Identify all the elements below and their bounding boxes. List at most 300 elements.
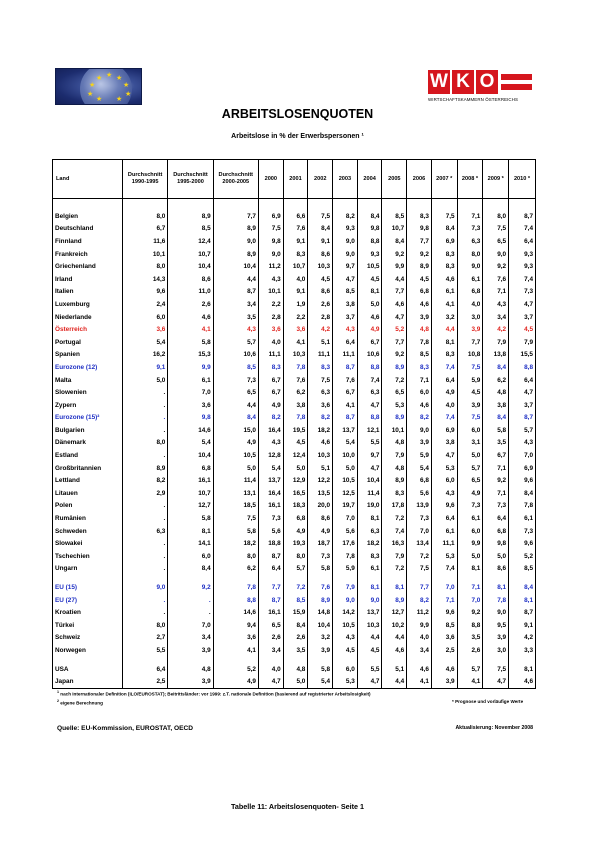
- value-cell: 10,3: [283, 349, 308, 362]
- value-cell: 4,3: [258, 437, 283, 450]
- table-row: [53, 286, 536, 299]
- value-cell: 7,8: [407, 336, 432, 349]
- value-cell: 9,3: [357, 248, 382, 261]
- value-cell: 4,8: [168, 663, 213, 676]
- value-cell: 6,7: [333, 386, 358, 399]
- value-cell: 9,8: [258, 235, 283, 248]
- value-cell: 7,0: [168, 619, 213, 632]
- value-cell: 16,5: [283, 487, 308, 500]
- value-cell: 5,0: [283, 675, 308, 688]
- value-cell: 4,7: [258, 675, 283, 688]
- value-cell: 7,4: [431, 412, 457, 425]
- logo-subtitle: WIRTSCHAFTSKAMMERN ÖSTERREICHS: [428, 97, 519, 102]
- value-cell: 4,5: [333, 644, 358, 657]
- value-cell: 3,8: [431, 437, 457, 450]
- value-cell: 6,4: [123, 663, 168, 676]
- value-cell: 8,1: [509, 594, 536, 607]
- value-cell: 8,5: [333, 286, 358, 299]
- value-cell: 9,9: [457, 537, 483, 550]
- value-cell: 3,2: [431, 311, 457, 324]
- value-cell: 12,7: [168, 500, 213, 513]
- value-cell: 7,7: [382, 286, 407, 299]
- value-cell: 6,4: [431, 512, 457, 525]
- value-cell: 19,5: [283, 424, 308, 437]
- value-cell: 4,5: [308, 273, 333, 286]
- country-cell: Lettland: [53, 474, 123, 487]
- value-cell: 9,0: [213, 235, 258, 248]
- value-cell: 4,4: [213, 399, 258, 412]
- value-cell: 8,4: [283, 619, 308, 632]
- value-cell: 10,2: [382, 619, 407, 632]
- country-cell: Niederlande: [53, 311, 123, 324]
- value-cell: 8,0: [213, 550, 258, 563]
- value-cell: 4,1: [333, 399, 358, 412]
- table-row: [53, 273, 536, 286]
- value-cell: 3,4: [407, 644, 432, 657]
- value-cell: 4,7: [382, 311, 407, 324]
- value-cell: 3,9: [407, 311, 432, 324]
- value-cell: 10,1: [382, 424, 407, 437]
- value-cell: 8,6: [483, 563, 509, 576]
- value-cell: 6,3: [457, 235, 483, 248]
- value-cell: 11,1: [333, 349, 358, 362]
- value-cell: 8,4: [308, 223, 333, 236]
- value-cell: 5,0: [213, 462, 258, 475]
- value-cell: 8,4: [168, 563, 213, 576]
- value-cell: 4,1: [407, 675, 432, 688]
- value-cell: 8,2: [123, 474, 168, 487]
- value-cell: 5,7: [213, 336, 258, 349]
- table-row: [53, 260, 536, 273]
- value-cell: 10,8: [457, 349, 483, 362]
- value-cell: 8,2: [308, 412, 333, 425]
- value-cell: 8,1: [431, 336, 457, 349]
- value-cell: 6,3: [308, 386, 333, 399]
- value-cell: 9,2: [483, 474, 509, 487]
- value-cell: 6,4: [333, 336, 358, 349]
- value-cell: 4,0: [258, 663, 283, 676]
- value-cell: 15,0: [213, 424, 258, 437]
- footnote-2: [57, 699, 103, 706]
- value-cell: 7,5: [431, 210, 457, 223]
- value-cell: 6,3: [123, 525, 168, 538]
- value-cell: 3,7: [333, 311, 358, 324]
- spacer-cell: [382, 199, 407, 211]
- column-header: 2002: [308, 160, 333, 199]
- value-cell: 6,3: [357, 525, 382, 538]
- value-cell: 5,8: [308, 663, 333, 676]
- value-cell: 13,7: [357, 606, 382, 619]
- country-cell: Rumänien: [53, 512, 123, 525]
- value-cell: 9,2: [382, 248, 407, 261]
- value-cell: 4,3: [258, 273, 283, 286]
- value-cell: 9,8: [407, 223, 432, 236]
- value-cell: 10,3: [308, 449, 333, 462]
- star-icon: ★: [125, 90, 132, 98]
- value-cell: 4,6: [407, 663, 432, 676]
- value-cell: 7,6: [483, 273, 509, 286]
- value-cell: 3,4: [168, 632, 213, 645]
- value-cell: 3,0: [457, 311, 483, 324]
- update-note: Aktualisierung: November 2008: [455, 725, 533, 731]
- value-cell: 7,0: [457, 594, 483, 607]
- value-cell: 7,9: [382, 550, 407, 563]
- value-cell: .: [168, 606, 213, 619]
- value-cell: 4,7: [509, 386, 536, 399]
- value-cell: 7,7: [407, 581, 432, 594]
- value-cell: 7,1: [407, 374, 432, 387]
- value-cell: 6,4: [509, 235, 536, 248]
- value-cell: 12,8: [258, 449, 283, 462]
- value-cell: 6,2: [283, 386, 308, 399]
- value-cell: 7,4: [431, 361, 457, 374]
- value-cell: 6,5: [483, 235, 509, 248]
- value-cell: 6,0: [333, 663, 358, 676]
- value-cell: 9,1: [123, 361, 168, 374]
- value-cell: 16,3: [382, 537, 407, 550]
- value-cell: 8,1: [357, 581, 382, 594]
- value-cell: 4,8: [382, 462, 407, 475]
- value-cell: 7,9: [483, 336, 509, 349]
- value-cell: 8,9: [407, 260, 432, 273]
- value-cell: 10,3: [308, 260, 333, 273]
- value-cell: 8,0: [483, 210, 509, 223]
- value-cell: 4,9: [357, 323, 382, 336]
- value-cell: 16,4: [258, 487, 283, 500]
- table-row: [53, 537, 536, 550]
- value-cell: 9,2: [382, 349, 407, 362]
- value-cell: 7,3: [457, 500, 483, 513]
- value-cell: 8,8: [357, 361, 382, 374]
- value-cell: 13,9: [407, 500, 432, 513]
- value-cell: 7,1: [483, 487, 509, 500]
- value-cell: 7,4: [509, 273, 536, 286]
- value-cell: 6,1: [357, 563, 382, 576]
- value-cell: 2,6: [168, 298, 213, 311]
- value-cell: 19,7: [333, 500, 358, 513]
- value-cell: 4,6: [382, 644, 407, 657]
- value-cell: 5,4: [258, 462, 283, 475]
- value-cell: 9,9: [407, 619, 432, 632]
- value-cell: 5,8: [168, 512, 213, 525]
- country-cell: Luxemburg: [53, 298, 123, 311]
- value-cell: 6,5: [382, 386, 407, 399]
- value-cell: 7,4: [382, 525, 407, 538]
- star-icon: ★: [96, 95, 103, 103]
- value-cell: 4,9: [283, 525, 308, 538]
- value-cell: 7,8: [333, 550, 358, 563]
- value-cell: 8,7: [213, 286, 258, 299]
- value-cell: 9,9: [168, 361, 213, 374]
- country-cell: Schweiz: [53, 632, 123, 645]
- value-cell: 5,0: [123, 374, 168, 387]
- value-cell: 15,9: [283, 606, 308, 619]
- value-cell: 3,9: [457, 323, 483, 336]
- value-cell: 6,2: [483, 374, 509, 387]
- value-cell: 2,7: [123, 632, 168, 645]
- value-cell: 5,0: [283, 462, 308, 475]
- value-cell: 18,2: [213, 537, 258, 550]
- value-cell: 13,1: [213, 487, 258, 500]
- value-cell: 8,1: [509, 663, 536, 676]
- value-cell: 7,2: [407, 550, 432, 563]
- value-cell: 4,3: [333, 323, 358, 336]
- table-row: [53, 594, 536, 607]
- value-cell: 5,1: [382, 663, 407, 676]
- table-row: [53, 606, 536, 619]
- value-cell: 8,6: [308, 248, 333, 261]
- value-cell: 4,5: [407, 273, 432, 286]
- value-cell: 10,7: [283, 260, 308, 273]
- value-cell: 1,9: [283, 298, 308, 311]
- value-cell: 3,5: [483, 437, 509, 450]
- value-cell: 4,8: [382, 437, 407, 450]
- value-cell: 8,2: [407, 412, 432, 425]
- value-cell: 7,3: [509, 525, 536, 538]
- value-cell: 8,6: [308, 286, 333, 299]
- value-cell: 5,0: [483, 550, 509, 563]
- spacer-cell: [213, 199, 258, 211]
- value-cell: 9,8: [483, 537, 509, 550]
- spacer-cell: [457, 199, 483, 211]
- value-cell: .: [123, 449, 168, 462]
- value-cell: 7,6: [283, 223, 308, 236]
- column-header: 2006: [407, 160, 432, 199]
- value-cell: 10,7: [168, 248, 213, 261]
- value-cell: 3,4: [483, 311, 509, 324]
- value-cell: 11,1: [431, 537, 457, 550]
- value-cell: 5,7: [457, 663, 483, 676]
- value-cell: 8,0: [457, 248, 483, 261]
- value-cell: 9,6: [123, 286, 168, 299]
- country-cell: Ungarn: [53, 563, 123, 576]
- value-cell: 9,4: [213, 619, 258, 632]
- value-cell: 2,6: [308, 298, 333, 311]
- value-cell: 8,8: [509, 361, 536, 374]
- spacer-cell: [308, 199, 333, 211]
- table-row: [53, 462, 536, 475]
- value-cell: 7,2: [382, 374, 407, 387]
- value-cell: 8,4: [382, 235, 407, 248]
- value-cell: 5,0: [333, 462, 358, 475]
- value-cell: 8,9: [123, 462, 168, 475]
- value-cell: 9,0: [357, 594, 382, 607]
- value-cell: 4,6: [431, 663, 457, 676]
- value-cell: .: [123, 412, 168, 425]
- value-cell: 7,5: [407, 563, 432, 576]
- value-cell: 11,1: [258, 349, 283, 362]
- value-cell: 8,2: [333, 210, 358, 223]
- logo-letter: K: [452, 70, 474, 94]
- country-cell: Bulgarien: [53, 424, 123, 437]
- value-cell: 8,3: [283, 248, 308, 261]
- value-cell: 8,5: [382, 210, 407, 223]
- value-cell: 8,4: [509, 581, 536, 594]
- value-cell: 9,1: [283, 286, 308, 299]
- value-cell: 7,7: [382, 336, 407, 349]
- value-cell: 8,2: [407, 594, 432, 607]
- value-cell: 11,2: [407, 606, 432, 619]
- value-cell: 6,9: [258, 210, 283, 223]
- value-cell: 8,9: [382, 594, 407, 607]
- value-cell: 5,9: [333, 563, 358, 576]
- value-cell: 11,2: [258, 260, 283, 273]
- country-cell: Irland: [53, 273, 123, 286]
- table-row: [53, 424, 536, 437]
- value-cell: 8,0: [123, 260, 168, 273]
- value-cell: 8,3: [258, 361, 283, 374]
- value-cell: 9,1: [509, 619, 536, 632]
- value-cell: 6,0: [457, 525, 483, 538]
- value-cell: 3,6: [213, 632, 258, 645]
- value-cell: .: [123, 606, 168, 619]
- value-cell: 20,0: [308, 500, 333, 513]
- value-cell: 7,3: [457, 223, 483, 236]
- value-cell: 7,3: [258, 512, 283, 525]
- value-cell: 6,4: [483, 512, 509, 525]
- value-cell: 9,2: [457, 606, 483, 619]
- value-cell: 4,6: [168, 311, 213, 324]
- value-cell: 6,1: [431, 525, 457, 538]
- page-subtitle: Arbeitslose in % der Erwerbspersonen ¹: [231, 133, 364, 140]
- value-cell: 10,0: [333, 449, 358, 462]
- star-icon: ★: [123, 81, 130, 89]
- value-cell: 8,4: [431, 223, 457, 236]
- value-cell: 2,6: [258, 632, 283, 645]
- value-cell: 10,3: [357, 619, 382, 632]
- value-cell: 8,3: [431, 248, 457, 261]
- value-cell: 7,7: [457, 336, 483, 349]
- value-cell: 6,0: [431, 474, 457, 487]
- value-cell: 8,1: [457, 563, 483, 576]
- value-cell: 4,1: [431, 298, 457, 311]
- value-cell: 6,8: [283, 512, 308, 525]
- value-cell: 12,4: [168, 235, 213, 248]
- value-cell: 8,9: [382, 361, 407, 374]
- value-cell: 17,8: [382, 500, 407, 513]
- value-cell: 7,1: [483, 286, 509, 299]
- value-cell: 4,6: [431, 273, 457, 286]
- value-cell: 5,9: [457, 374, 483, 387]
- value-cell: 14,6: [213, 606, 258, 619]
- table-row: [53, 336, 536, 349]
- value-cell: 10,5: [333, 474, 358, 487]
- value-cell: 4,7: [357, 675, 382, 688]
- value-cell: 4,6: [407, 399, 432, 412]
- value-cell: 9,6: [431, 500, 457, 513]
- country-cell: Frankreich: [53, 248, 123, 261]
- value-cell: 8,9: [213, 223, 258, 236]
- value-cell: 5,8: [308, 563, 333, 576]
- country-cell: Portugal: [53, 336, 123, 349]
- value-cell: 4,9: [431, 386, 457, 399]
- value-cell: 10,4: [357, 474, 382, 487]
- value-cell: 5,4: [168, 437, 213, 450]
- country-cell: Deutschland: [53, 223, 123, 236]
- value-cell: 7,5: [308, 210, 333, 223]
- value-cell: 19,0: [357, 500, 382, 513]
- value-cell: 3,7: [509, 311, 536, 324]
- value-cell: 8,8: [357, 412, 382, 425]
- value-cell: 4,7: [483, 675, 509, 688]
- value-cell: 4,1: [168, 323, 213, 336]
- logo-letter: O: [476, 70, 498, 94]
- star-icon: ★: [87, 90, 94, 98]
- value-cell: 12,4: [283, 449, 308, 462]
- country-cell: Slowakei: [53, 537, 123, 550]
- column-header: 2001: [283, 160, 308, 199]
- value-cell: 4,9: [258, 399, 283, 412]
- value-cell: 4,9: [213, 437, 258, 450]
- value-cell: 8,7: [258, 550, 283, 563]
- value-cell: 19,3: [283, 537, 308, 550]
- value-cell: 7,8: [509, 500, 536, 513]
- value-cell: 3,9: [407, 437, 432, 450]
- country-cell: Italien: [53, 286, 123, 299]
- value-cell: 5,2: [213, 663, 258, 676]
- value-cell: 8,4: [213, 412, 258, 425]
- value-cell: 12,5: [333, 487, 358, 500]
- value-cell: 8,0: [123, 619, 168, 632]
- value-cell: 7,9: [333, 581, 358, 594]
- value-cell: 5,1: [308, 336, 333, 349]
- value-cell: 7,6: [333, 374, 358, 387]
- value-cell: .: [123, 537, 168, 550]
- value-cell: 5,5: [123, 644, 168, 657]
- value-cell: 14,1: [168, 537, 213, 550]
- value-cell: 9,5: [483, 619, 509, 632]
- value-cell: 8,5: [168, 223, 213, 236]
- value-cell: 16,4: [258, 424, 283, 437]
- star-icon: ★: [96, 74, 103, 82]
- value-cell: 7,3: [407, 512, 432, 525]
- value-cell: 3,6: [168, 399, 213, 412]
- value-cell: 8,8: [457, 619, 483, 632]
- table-row: [53, 663, 536, 676]
- value-cell: 10,1: [123, 248, 168, 261]
- table-row: [53, 632, 536, 645]
- value-cell: 8,1: [357, 512, 382, 525]
- value-cell: 4,0: [457, 298, 483, 311]
- table-row: [53, 474, 536, 487]
- value-cell: 8,6: [168, 273, 213, 286]
- eu-globe-logo: [55, 68, 142, 105]
- value-cell: 9,7: [357, 449, 382, 462]
- value-cell: .: [123, 563, 168, 576]
- value-cell: 9,3: [333, 223, 358, 236]
- value-cell: 8,9: [168, 210, 213, 223]
- value-cell: 3,1: [457, 437, 483, 450]
- value-cell: 7,5: [258, 223, 283, 236]
- value-cell: 4,5: [457, 386, 483, 399]
- value-cell: 12,9: [283, 474, 308, 487]
- value-cell: 10,5: [357, 260, 382, 273]
- value-cell: 8,9: [213, 248, 258, 261]
- value-cell: 6,4: [509, 374, 536, 387]
- value-cell: 8,8: [213, 594, 258, 607]
- value-cell: 9,0: [258, 248, 283, 261]
- value-cell: 3,5: [283, 644, 308, 657]
- value-cell: 7,4: [509, 223, 536, 236]
- value-cell: 6,0: [123, 311, 168, 324]
- value-cell: 5,6: [258, 525, 283, 538]
- value-cell: 12,2: [308, 474, 333, 487]
- value-cell: 8,1: [168, 525, 213, 538]
- value-cell: 4,6: [509, 675, 536, 688]
- value-cell: 9,0: [333, 594, 358, 607]
- value-cell: 9,0: [333, 235, 358, 248]
- value-cell: 7,5: [457, 361, 483, 374]
